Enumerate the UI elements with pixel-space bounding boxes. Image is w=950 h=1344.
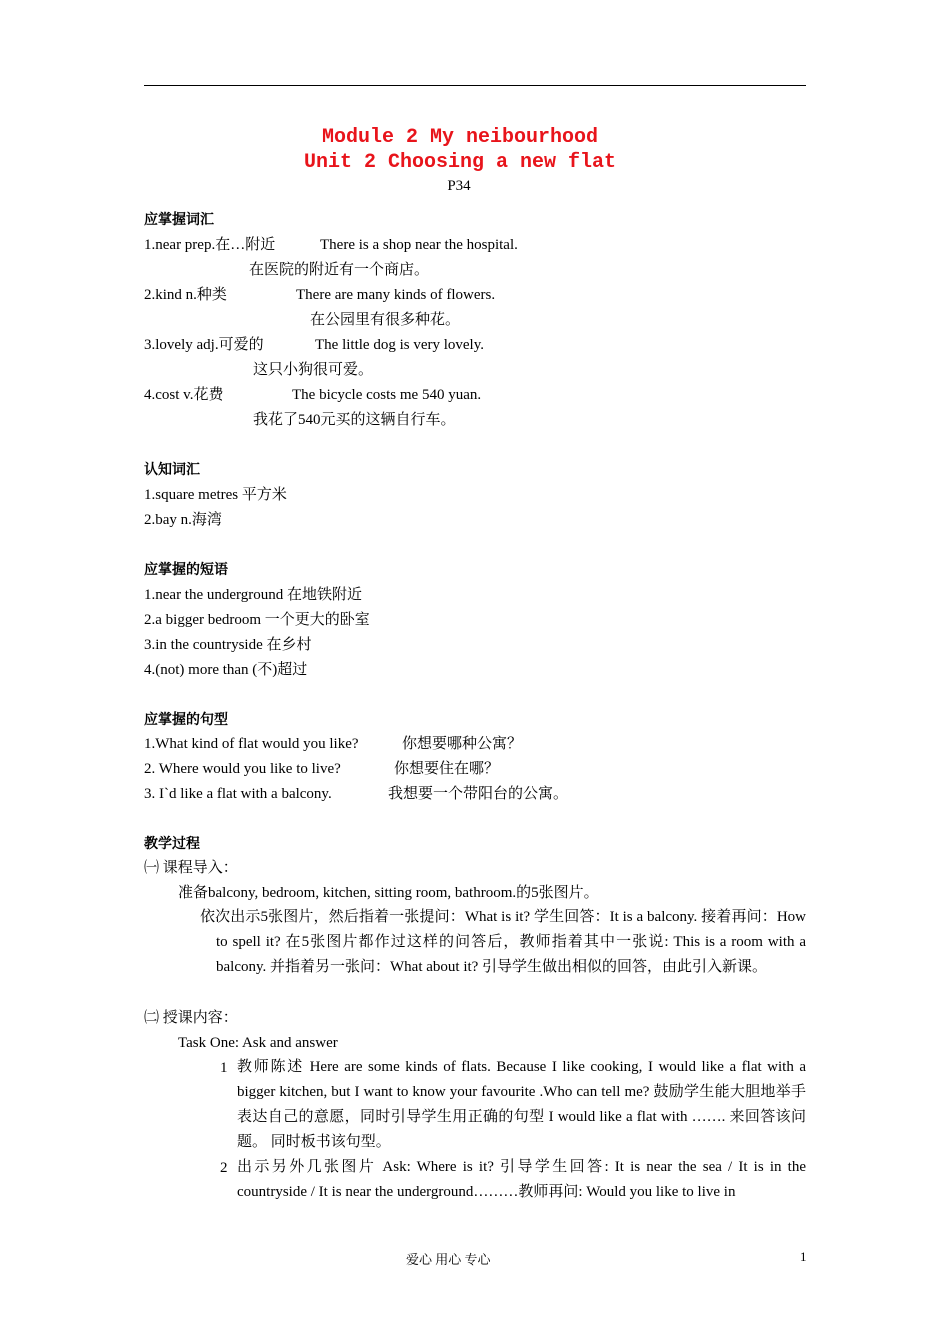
sentence-zh-3: 我想要一个带阳台的公寓。 [388, 786, 569, 802]
recognition-item-2: 2.bay n.海湾 [144, 512, 222, 528]
part1-preparation: 准备balcony, bedroom, kitchen, sitting room, bathroom.的5张图片。 [178, 885, 599, 901]
part1-paragraph [200, 905, 806, 980]
vocab-translation-2: 在公园里有很多种花。 [310, 312, 461, 328]
vocab-word-4: 4.cost v.花费 [144, 387, 224, 403]
section-heading-vocabulary: 应掌握词汇 [144, 212, 214, 228]
vocab-word-3: 3.lovely adj.可爱的 [144, 337, 264, 353]
page-reference: P34 [447, 178, 471, 194]
step2-text: 出示另外几张图片 Ask: Where is it? 引导学生回答: It is near the sea / It is in the countryside / It is near the underground………教师再问: Would you like to live in [237, 1159, 806, 1200]
phrase-item-1: 1.near the underground 在地铁附近 [144, 587, 363, 603]
sentence-en-2: 2. Where would you like to live? [144, 761, 341, 777]
sentence-zh-1: 你想要哪种公寓？ [402, 736, 523, 752]
part1-paragraph-text: 依次出示5张图片，然后指着一张提问：What is it? 学生回答：It is a balcony. 接着再问：How to spell it? 在5张图片都作过这样的问答后，教师指着其中一张说: This is a room with a balcony. 并指着另一张问：What about it? 引导学生做出相似的回答，由此引入新课。 [200, 909, 806, 975]
part1-label: ㈠ 课程导入： [144, 860, 238, 876]
vocab-example-1: There is a shop near the hospital. [320, 237, 518, 253]
title-unit: Unit 2 Choosing a new flat [303, 151, 617, 174]
section-heading-recognition-vocab: 认知词汇 [144, 462, 200, 478]
task-one-label: Task One: Ask and answer [178, 1035, 338, 1051]
step1-text: 教师陈述 Here are some kinds of flats. Because I like cooking, I would like a flat with a bigger kitchen, but I want to know your favourite .Who can tell me? 鼓励学生能大胆地举手表达自己的意愿，同时引导学生用正确的句型 I would like a flat with ……. 来回答该问题。 同时板书该句型。 [237, 1059, 806, 1150]
vocab-example-4: The bicycle costs me 540 yuan. [292, 387, 482, 403]
vocab-translation-4: 我花了540元买的这辆自行车。 [253, 412, 456, 428]
vocab-word-1: 1.near prep.在…附近 [144, 237, 276, 253]
section-heading-phrases: 应掌握的短语 [144, 562, 228, 578]
footer-page-number: 1 [800, 1249, 807, 1264]
step1-number: 1 [220, 1060, 228, 1076]
vocab-translation-1: 在医院的附近有一个商店。 [249, 262, 430, 278]
part2-label: ㈡ 授课内容： [144, 1010, 238, 1026]
vocab-word-2: 2.kind n.种类 [144, 287, 227, 303]
title-module: Module 2 My neibourhood [321, 126, 599, 149]
sentence-en-1: 1.What kind of flat would you like? [144, 736, 359, 752]
section-heading-teaching-process: 教学过程 [144, 836, 200, 852]
vocab-translation-3: 这只小狗很可爱。 [253, 362, 374, 378]
vocab-example-3: The little dog is very lovely. [315, 337, 484, 353]
sentence-zh-2: 你想要住在哪？ [394, 761, 500, 777]
phrase-item-3: 3.in the countryside 在乡村 [144, 637, 312, 653]
phrase-item-2: 2.a bigger bedroom 一个更大的卧室 [144, 612, 370, 628]
footer-motto: 爱心 用心 专心 [406, 1252, 491, 1267]
vocab-example-2: There are many kinds of flowers. [296, 287, 496, 303]
header-rule [144, 85, 806, 86]
sentence-en-3: 3. I`d like a flat with a balcony. [144, 786, 332, 802]
phrase-item-4: 4.(not) more than (不)超过 [144, 662, 308, 678]
step2-number: 2 [220, 1160, 228, 1176]
recognition-item-1: 1.square metres 平方米 [144, 487, 287, 503]
section-heading-sentences: 应掌握的句型 [144, 712, 228, 728]
